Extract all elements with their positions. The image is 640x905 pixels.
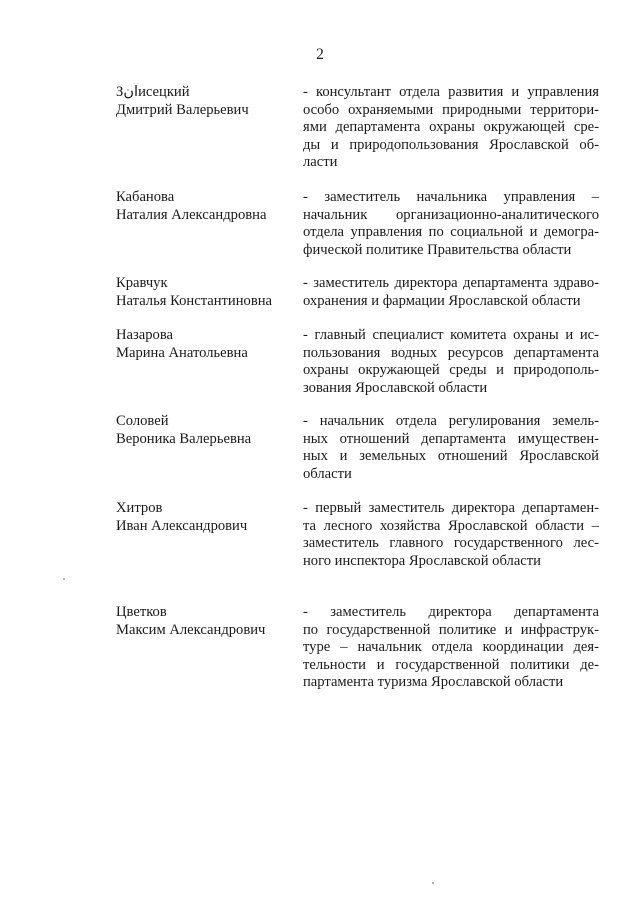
member-surname: Кравчук — [116, 275, 168, 291]
position-line: - заместитель директора департамента — [303, 604, 599, 620]
member-name — [116, 327, 296, 362]
position-line: - заместитель начальника управления – — [303, 189, 599, 205]
member-position — [303, 84, 599, 172]
position-line: охранения и фармации Ярославской области — [303, 292, 581, 309]
position-line: партамента туризма Ярославской области — [303, 674, 564, 691]
member-position — [303, 604, 599, 692]
member-name — [116, 189, 296, 224]
position-line: ды и природопользования Ярославской об- — [303, 136, 599, 153]
member-name — [116, 413, 296, 448]
position-line: охраны окружающей среды и природополь- — [303, 362, 599, 379]
member-surname: Назарова — [116, 327, 174, 343]
position-line: отдела управления по социальной и демогра- — [303, 224, 599, 241]
scan-speck — [63, 578, 65, 580]
member-position — [303, 189, 599, 259]
member-name — [116, 84, 296, 119]
position-line: ласти — [303, 154, 338, 171]
position-line: области — [303, 465, 352, 482]
scan-speck — [432, 882, 434, 884]
position-line: ных отношений департамента имуществен- — [303, 430, 599, 447]
member-given-names: Наталия Александровна — [116, 206, 267, 223]
position-line: - главный специалист комитета охраны и ис- — [303, 327, 599, 343]
member-surname: Соловей — [116, 413, 169, 429]
member-given-names: Вероника Валерьевна — [116, 430, 252, 447]
member-name — [116, 500, 296, 535]
position-line: по государственной политике и инфраструк- — [303, 621, 599, 638]
position-line: фической политике Правительства области — [303, 241, 572, 258]
member-given-names: Марина Анатольевна — [116, 344, 248, 361]
position-line: заместитель главного государственного лес- — [303, 535, 599, 552]
position-line: - первый заместитель директора департамен- — [303, 500, 599, 516]
member-given-names: Иван Александрович — [116, 517, 248, 534]
member-position — [303, 327, 599, 397]
member-surname: Цветков — [116, 604, 167, 620]
member-given-names: Наталья Константиновна — [116, 292, 273, 309]
position-line: ями департамента охраны окружающей сре- — [303, 119, 599, 136]
position-line: пользования водных ресурсов департамента — [303, 344, 599, 361]
position-line: та лесного хозяйства Ярославской области – — [303, 517, 599, 534]
position-line: - начальник отдела регулирования земель- — [303, 413, 599, 429]
member-surname: Хитров — [116, 500, 163, 516]
position-line: ного инспектора Ярославской области — [303, 552, 541, 569]
member-given-names: Дмитрий Валерьевич — [116, 101, 249, 118]
page-number: 2 — [316, 46, 324, 63]
position-line: зования Ярославской области — [303, 379, 488, 396]
member-position — [303, 413, 599, 483]
position-line: начальник организационно-аналитического — [303, 206, 599, 223]
member-name — [116, 604, 296, 639]
member-surname: Зانисецкий — [116, 84, 190, 100]
member-surname: Кабанова — [116, 189, 175, 205]
position-line: особо охраняемыми природными территори- — [303, 101, 599, 118]
position-line: - заместитель директора департамента здраво- — [303, 275, 599, 291]
position-line: ных и земельных отношений Ярославской — [303, 448, 599, 465]
member-given-names: Максим Александрович — [116, 621, 266, 638]
member-name — [116, 275, 296, 310]
member-position — [303, 275, 599, 310]
position-line: тельности и государственной политики де- — [303, 656, 599, 673]
position-line: - консультант отдела развития и управления — [303, 84, 599, 100]
position-line: туре – начальник отдела координации дея- — [303, 639, 599, 656]
member-position — [303, 500, 599, 570]
